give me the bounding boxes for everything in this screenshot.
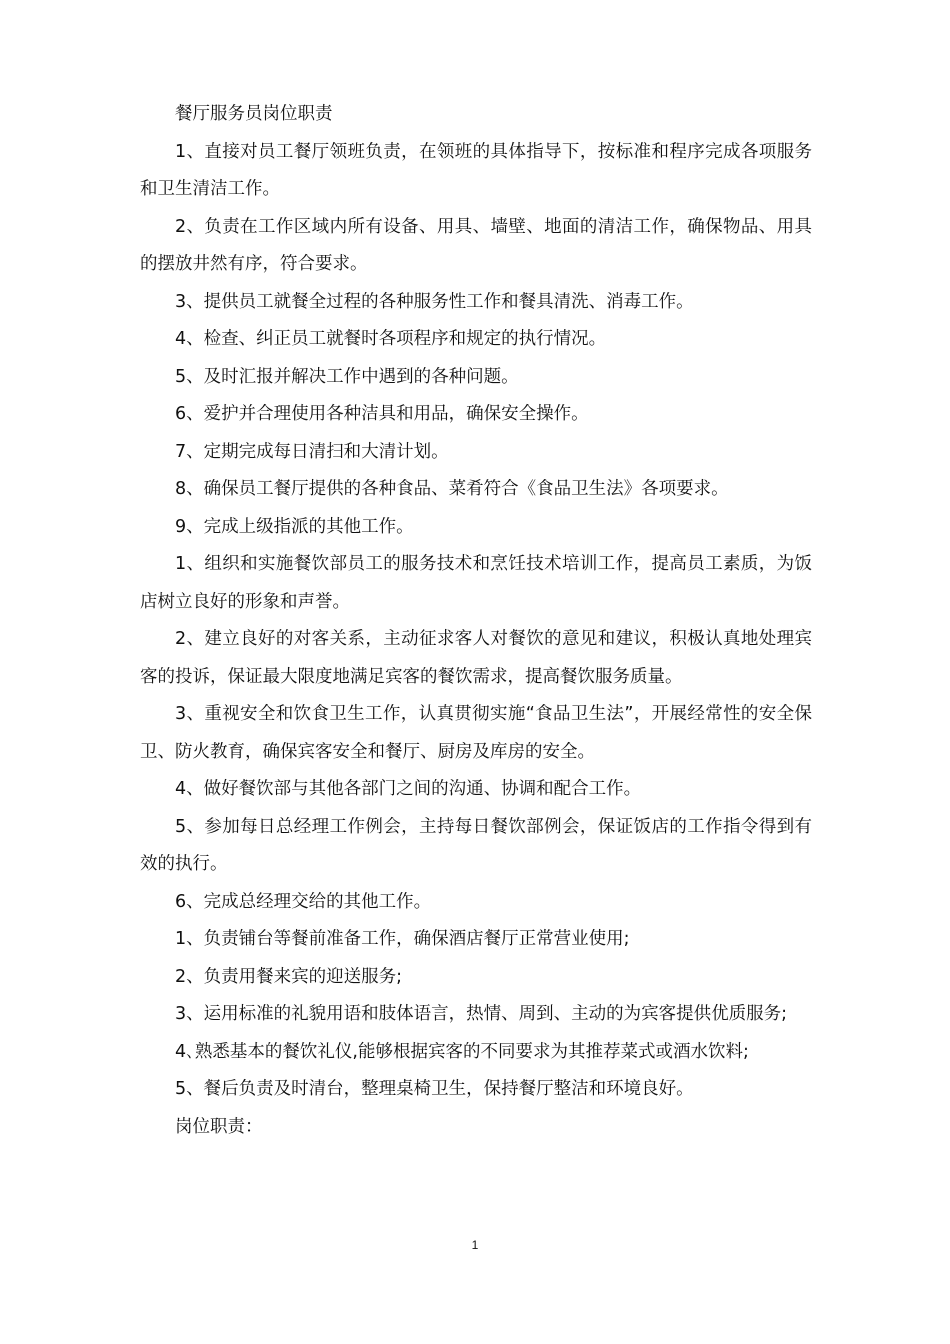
paragraph: 6、爱护并合理使用各种洁具和用品，确保安全操作。 [175, 404, 589, 424]
paragraph: 1、负责铺台等餐前准备工作，确保酒店餐厅正常营业使用; [175, 929, 630, 949]
paragraph: 6、完成总经理交给的其他工作。 [175, 891, 432, 912]
paragraph: 3、重视安全和饮食卫生工作，认真贯彻实施“食品卫生法”，开展经常性的安全保卫、防火教育，确保宾客安全和餐厅、厨房及库房的安全。 [140, 704, 812, 762]
paragraph: 5、及时汇报并解决工作中遇到的各种问题。 [175, 366, 519, 387]
paragraph: 3、运用标准的礼貌用语和肢体语言，热情、周到、主动的为宾客提供优质服务; [175, 1004, 788, 1024]
paragraph: 2、负责用餐来宾的迎送服务; [175, 966, 403, 987]
paragraph: 4、检查、纠正员工就餐时各项程序和规定的执行情况。 [175, 329, 607, 349]
paragraph: 4、做好餐饮部与其他各部门之间的沟通、协调和配合工作。 [175, 779, 642, 799]
paragraph: 1、直接对员工餐厅领班负责，在领班的具体指导下，按标准和程序完成各项服务和卫生清洁工作。 [140, 141, 812, 199]
section-heading: 岗位职责： [175, 1116, 263, 1137]
document-body [140, 96, 812, 1146]
paragraph: 9、完成上级指派的其他工作。 [175, 516, 414, 537]
paragraph: 5、餐后负责及时清台，整理桌椅卫生，保持餐厅整洁和环境良好。 [175, 1079, 694, 1099]
paragraph: 2、建立良好的对客关系，主动征求客人对餐饮的意见和建议，积极认真地处理宾客的投诉，保证最大限度地满足宾客的餐饮需求，提高餐饮服务质量。 [140, 629, 812, 687]
paragraph: 3、提供员工就餐全过程的各种服务性工作和餐具清洗、消毒工作。 [175, 291, 694, 312]
page-number: 1 [471, 1238, 479, 1252]
paragraph: 8、确保员工餐厅提供的各种食品、菜肴符合《食品卫生法》各项要求。 [175, 479, 729, 499]
paragraph: 7、定期完成每日清扫和大清计划。 [175, 441, 449, 462]
paragraph: 4､熟悉基本的餐饮礼仪,能够根据宾客的不同要求为其推荐菜式或酒水饮料; [175, 1041, 749, 1062]
paragraph: 2、负责在工作区域内所有设备、用具、墙壁、地面的清洁工作，确保物品、用具的摆放井然有序，符合要求。 [140, 216, 812, 274]
doc-title: 餐厅服务员岗位职责 [175, 104, 333, 124]
paragraph: 1、组织和实施餐饮部员工的服务技术和烹饪技术培训工作，提高员工素质，为饭店树立良好的形象和声誉。 [140, 554, 812, 612]
paragraph: 5、参加每日总经理工作例会，主持每日餐饮部例会，保证饭店的工作指令得到有效的执行。 [140, 816, 812, 874]
